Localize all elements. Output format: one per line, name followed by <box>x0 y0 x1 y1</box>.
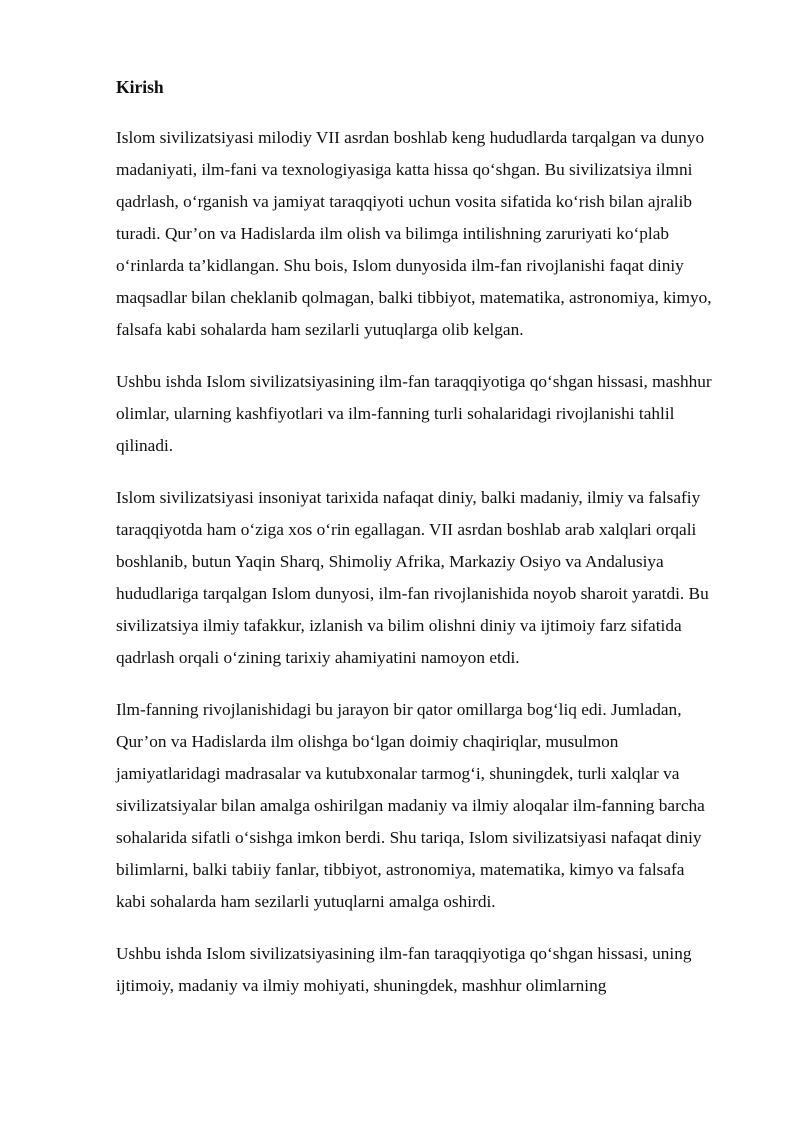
paragraph-5: Ushbu ishda Islom sivilizatsiyasining ilm-fan taraqqiyotiga qo‘shgan hissasi, uning ijtimoiy, madaniy va ilmiy mohiyati, shuningdek, mashhur olimlarning <box>116 944 692 995</box>
paragraph-1: Islom sivilizatsiyasi milodiy VII asrdan boshlab keng hududlarda tarqalgan va dunyo madaniyati, ilm-fani va texnologiyasiga katta hissa qo‘shgan. Bu sivilizatsiya ilmni qadrlash, o‘rganish va jamiyat taraqqiyoti uchun vosita sifatida ko‘rish bilan ajralib turadi. Qur’on va Hadislarda ilm olish va bilimga intilishning zaruriyati ko‘plab o‘rinlarda ta’kidlangan. Shu bois, Islom dunyosida ilm-fan rivojlanishi faqat diniy maqsadlar bilan cheklanib qolmagan, balki tibbiyot, matematika, astronomiya, kimyo, falsafa kabi sohalarda ham sezilarli yutuqlarga olib kelgan. <box>116 128 712 339</box>
paragraph-3: Islom sivilizatsiyasi insoniyat tarixida nafaqat diniy, balki madaniy, ilmiy va falsafiy taraqqiyotda ham o‘ziga xos o‘rin egallagan. VII asrdan boshlab arab xalqlari orqali boshlanib, butun Yaqin Sharq, Shimoliy Afrika, Markaziy Osiyo va Andalusiya hududlariga tarqalgan Islom dunyosi, ilm-fan rivojlanishida noyob sharoit yaratdi. Bu sivilizatsiya ilmiy tafakkur, izlanish va bilim olishni diniy va ijtimoiy farz sifatida qadrlash orqali o‘zining tarixiy ahamiyatini namoyon etdi. <box>116 488 709 667</box>
section-heading: Kirish <box>116 77 164 97</box>
paragraph-4: Ilm-fanning rivojlanishidagi bu jarayon bir qator omillarga bog‘liq edi. Jumladan, Qur’on va Hadislarda ilm olishga bo‘lgan doimiy chaqiriqlar, musulmon jamiyatlaridagi madrasalar va kutubxonalar tarmog‘i, shuningdek, turli xalqlar va sivilizatsiyalar bilan amalga oshirilgan madaniy va ilmiy aloqalar ilm-fanning barcha sohalarida sifatli o‘sishga imkon berdi. Shu tariqa, Islom sivilizatsiyasi nafaqat diniy bilimlarni, balki tabiiy fanlar, tibbiyot, astronomiya, matematika, kimyo va falsafa kabi sohalarda ham sezilarli yutuqlarni amalga oshirdi. <box>116 700 705 911</box>
paragraph-2: Ushbu ishda Islom sivilizatsiyasining ilm-fan taraqqiyotiga qo‘shgan hissasi, mashhur olimlar, ularning kashfiyotlari va ilm-fanning turli sohalaridagi rivojlanishi tahlil qilinadi. <box>116 372 712 455</box>
